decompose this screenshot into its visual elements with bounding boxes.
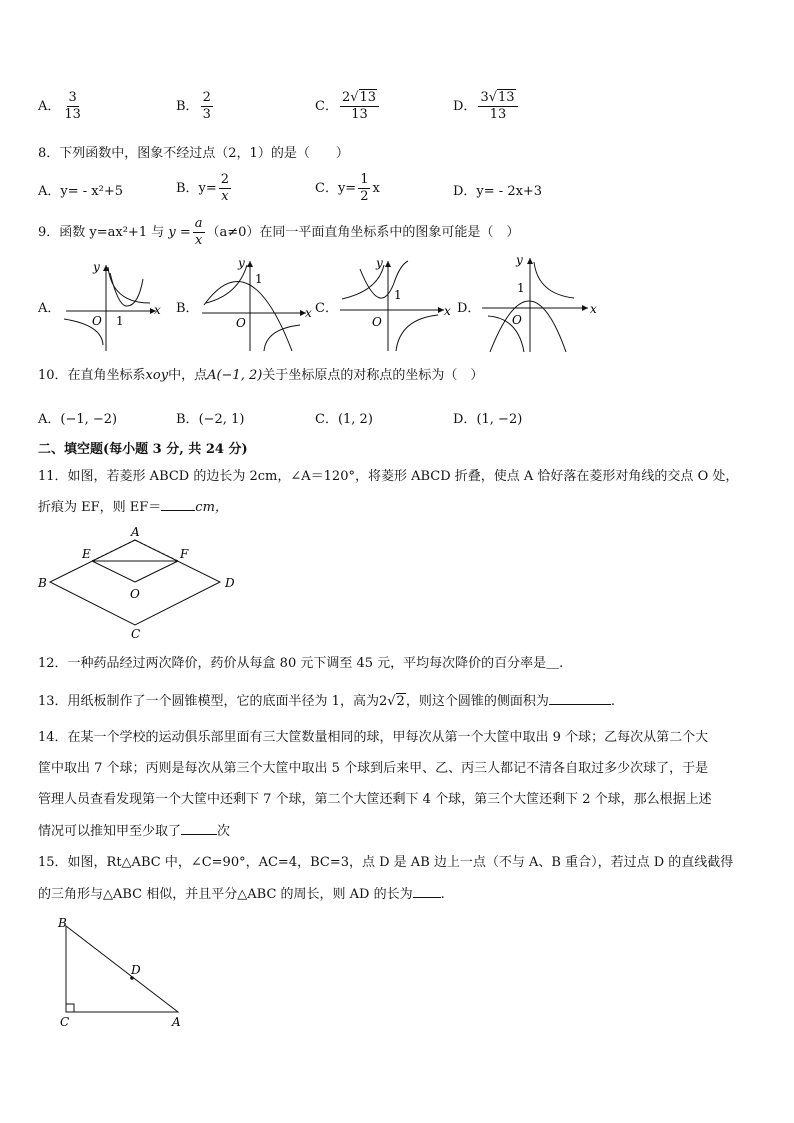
y-label: y [93,260,100,274]
option-value: (1, −2) [476,412,523,427]
q10-option-b [176,408,244,427]
option-label: D． [453,99,477,114]
q8-option-a: A．y= - x²+5 [38,184,123,199]
y-equals: y = [168,225,191,240]
parabola [204,281,292,351]
stem-text: 10．在直角坐标系 [38,368,146,383]
numerator: 1 [360,172,369,187]
answer-blank [161,497,195,511]
answer-blank [181,821,217,835]
denominator: x [221,189,229,204]
option-label: B．y= [176,181,217,196]
stem-text: 中，点 [168,368,208,383]
parabola [110,273,143,306]
q12-stem: 12．一种药品经过两次降价，药价从每盒 80 元下调至 45 元，平均每次降价的百分率是＿. [38,656,564,671]
x-label: x [305,306,312,320]
q11-line2 [38,497,228,518]
hyperbola-branch [264,325,300,351]
numerator: a [194,216,203,231]
q9-graph-d [478,252,603,356]
numerator: 3 [68,90,77,105]
option-value: (−2, 1) [198,412,245,427]
option-label: A． [38,412,61,427]
coefficient: 3 [480,90,489,105]
y-axis-arrow [527,258,533,264]
label-b: B [38,576,47,590]
stem-text: 13．用纸板制作了一个圆锥模型，它的底面半径为 1，高为 [38,694,379,709]
stem-text: 情况可以推知甲至少取了 [38,824,182,839]
option-label: B． [176,99,199,114]
one-label: 1 [517,281,525,295]
q14-line1: 14．在某一个学校的运动俱乐部里面有三大筐数量相同的球，甲每次从第一个大筐中取出 9 个球；乙每次从第二个大 [38,730,709,745]
q9-graph-b [198,255,318,355]
one-label: 1 [255,272,263,286]
option-tail: x [372,181,380,196]
numerator: 2√13 [340,90,379,107]
q9-graph-c [336,255,456,355]
label-a: A [131,525,140,539]
q9-label-a: A． [38,301,61,316]
denominator: 3 [202,107,211,122]
radicand: 2 [396,694,405,709]
origin-label: O [236,316,246,330]
q10-stem [38,366,483,386]
q7-option-c [315,90,381,123]
numerator: 2 [220,172,230,187]
triangle-abc [66,926,178,1012]
x-label: x [154,303,161,317]
x-axis-arrow [582,305,588,311]
stem-text: 次 [217,824,231,839]
fraction [62,90,83,123]
q15-line1: 15．如图，Rt△ABC 中，∠C=90°，AC=4，BC=3，点 D 是 AB 边上一点（不与 A、B 重合），若过点 D 的直线截得 [38,855,734,870]
q10-option-c [315,408,373,427]
answer-blank [549,691,611,705]
xoy: xoy [145,368,169,383]
fraction [358,172,370,205]
hyperbola-branch [108,267,150,303]
stem-text: 9．函数 y=ax²+1 与 [38,225,165,240]
stem-text: . [440,887,445,902]
x-label: x [590,302,597,316]
fraction [340,90,379,123]
denominator: 13 [64,107,81,122]
q9-graph-a [60,255,170,355]
y-label: y [376,256,383,270]
fraction [219,172,231,205]
origin-label: O [92,314,102,328]
stem-text: （a≠0）在同一平面直角坐标系中的图象可能是（ ） [206,225,520,240]
hyperbola-branch [534,262,574,298]
option-label: B． [176,412,199,427]
q9-label-d: D． [457,301,481,316]
radicand: 13 [359,90,377,105]
stem-text: 的三角形与△ABC 相似，并且平分△ABC 的周长，则 AD 的长为 [38,887,413,902]
x-label: x [444,304,451,318]
radicand: 13 [498,90,515,105]
one-label: 1 [116,314,124,328]
denominator: 2 [360,189,369,204]
stem-text: ，则这个圆锥的侧面积为 [405,694,549,709]
option-value: (−1, −2) [60,412,118,427]
denominator: x [194,233,203,248]
label-f: F [180,547,189,561]
q15-line2 [38,884,445,905]
label-e: E [82,547,91,561]
origin-label: O [372,315,382,329]
y-axis-arrow [247,261,253,267]
one-label: 1 [394,288,402,302]
y-label: y [238,256,245,270]
origin-label: O [512,313,522,327]
q13-stem: 13．用纸板制作了一个圆锥模型，它的底面半径为 1，高为2√2，则这个圆锥的侧面积为 . [38,691,615,712]
option-label: A． [38,99,61,114]
q8-option-c [315,172,380,205]
fraction [193,216,205,249]
stem-text: 关于坐标原点的对称点的坐标为（ ） [262,368,484,383]
fold-edge-eo [92,561,135,582]
stem-text: cm， [195,500,228,515]
coefficient: 2 [378,694,388,709]
q8-stem: 8．下列函数中，图象不经过点（2，1）的是（ ） [38,146,349,161]
fraction [478,90,517,123]
q14-line3: 管理人员查看发现第一个大筐中还剩下 7 个球，第二个大筐还剩下 4 个球，第三个大筐还剩下 2 个球，那么根据上述 [38,792,712,807]
hyperbola-branch [342,265,384,299]
q11-line1: 11．如图，若菱形 ABCD 的边长为 2cm，∠A＝120°，将菱形 ABCD 折叠，使点 A 恰好落在菱形对角线的交点 O 处， [38,469,739,484]
option-label: C． [315,99,338,114]
fold-edge-of [135,561,178,582]
label-d: D [225,576,235,590]
denominator: 13 [351,107,368,122]
q14-line4 [38,821,230,842]
q14-line2: 筐中取出 7 个球；丙则是每次从第三个大筐中取出 5 个球到后来甲、乙、丙三人都记不清各自取过多少次球了，于是 [38,761,709,776]
q15-triangle-figure [54,916,194,1032]
right-angle-mark [66,1004,74,1012]
q7-option-b [176,90,215,123]
stem-text: 折痕为 EF，则 EF＝ [38,500,162,515]
q8-option-d: D．y= - 2x+3 [453,184,543,199]
q7-option-a [38,90,85,123]
stem-text: . [610,694,615,709]
label-c: C [131,627,141,641]
option-value: (1, 2) [337,412,373,427]
label-c: C [60,1015,70,1029]
option-label: D． [453,412,477,427]
section-heading: 二、填空题(每小题 3 分, 共 24 分) [38,442,248,457]
q10-option-d [453,408,522,427]
denominator: 13 [489,107,507,122]
q8-option-b [176,172,233,205]
hyperbola-branch [396,315,438,351]
label-o: O [130,587,140,601]
fraction [201,90,213,123]
y-axis-arrow [385,261,391,267]
coefficient: 2 [341,90,351,105]
q9-stem [38,216,519,249]
numerator: 2 [202,90,211,105]
rhombus [50,540,220,625]
q10-option-a [38,408,117,427]
q7-option-d [453,90,520,123]
label-b: B [58,916,67,930]
option-label: C．y= [315,181,357,196]
option-label: C． [315,412,338,427]
y-label: y [516,253,523,267]
point-a: A(−1, 2) [207,368,263,383]
q9-label-c: C． [315,301,338,316]
q9-label-b: B． [176,301,199,316]
label-d: D [131,963,141,977]
parabola [490,301,566,352]
q11-rhombus-figure [36,525,246,642]
label-a: A [172,1015,181,1029]
numerator: 3√13 [478,90,517,107]
answer-blank [413,884,441,898]
